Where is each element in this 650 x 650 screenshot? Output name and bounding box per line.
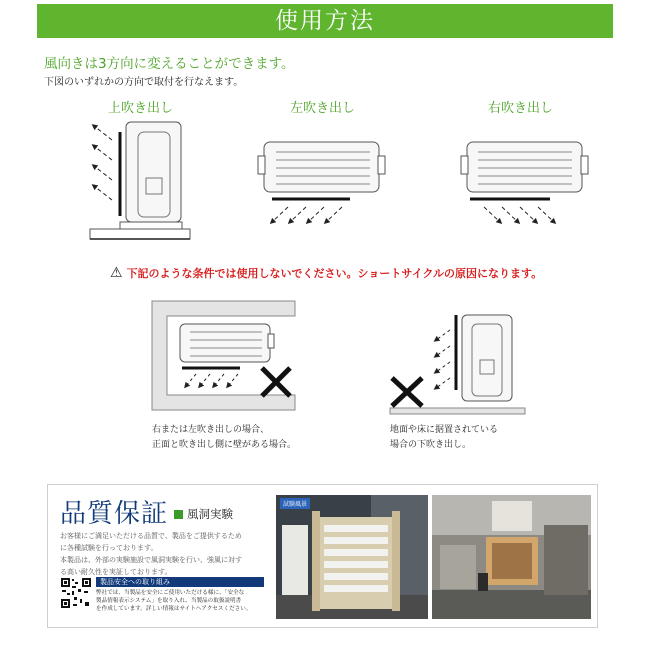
body-line: お客様にご満足いただける品質で、製品をご提供するため — [60, 532, 242, 540]
warning-text: 下記のような条件では使用しないでください。ショートサイクルの原因になります。 — [126, 267, 543, 280]
body-line: 本製品は、外部の実験施設で風洞実験を行い、強風に対す — [60, 556, 242, 564]
intro-description: 下図のいずれかの方向で取付を行なえます。 — [44, 77, 244, 88]
caption-line: 正面と吹き出し側に壁がある場合。 — [152, 440, 297, 450]
safety-body — [96, 589, 268, 613]
warning-triangle-icon: ⚠ — [110, 265, 123, 281]
quality-subtitle: 風洞実験 — [187, 507, 233, 521]
safety-line: 弊社では、当製品を安全にご使用いただける様に、「安全な — [96, 590, 245, 596]
safety-line: 製品情報表示システム」を取り入れ、当製品の取扱説明書 — [96, 598, 242, 604]
warning-message — [110, 265, 542, 281]
wind-tunnel-photo-1 — [276, 495, 428, 619]
quality-title: 品質保証 — [60, 499, 169, 529]
body-line: る高い耐久性を実証しております。 — [60, 568, 172, 576]
quality-body — [60, 530, 275, 578]
diagram-up — [90, 122, 190, 239]
direction-diagrams — [0, 0, 650, 260]
body-line: に各種試験を行っております。 — [60, 544, 158, 552]
direction-label-up: 上吹き出し — [108, 101, 174, 116]
bad-case-caption-walls — [152, 423, 296, 453]
caption-line: 右または左吹き出しの場合、 — [152, 425, 270, 435]
page-title: 使用方法 — [275, 8, 375, 34]
bad-case-walls — [152, 301, 295, 410]
bad-case-floor — [390, 315, 525, 414]
diagram-right — [461, 142, 588, 222]
direction-label-right: 右吹き出し — [488, 101, 554, 116]
direction-label-left: 左吹き出し — [290, 101, 356, 116]
caption-line: 場合の下吹き出し。 — [390, 440, 472, 450]
photo-tag: 試験風景 — [280, 498, 310, 509]
safety-line: を作成しています。詳しい情報はサイトへアクセスください。 — [96, 606, 252, 612]
bad-case-diagrams — [0, 290, 650, 430]
diagram-left — [258, 142, 385, 222]
caption-line: 地面や床に据置されている — [390, 425, 499, 435]
quality-panel — [47, 484, 598, 628]
wind-tunnel-photo-2 — [432, 495, 591, 619]
green-square-icon — [174, 510, 183, 519]
intro-subtitle: 風向きは3方向に変えることができます。 — [44, 56, 295, 72]
bad-case-caption-floor — [390, 423, 498, 453]
safety-heading: 製品安全への取り組み — [96, 577, 264, 587]
qr-code-icon[interactable] — [60, 577, 92, 609]
